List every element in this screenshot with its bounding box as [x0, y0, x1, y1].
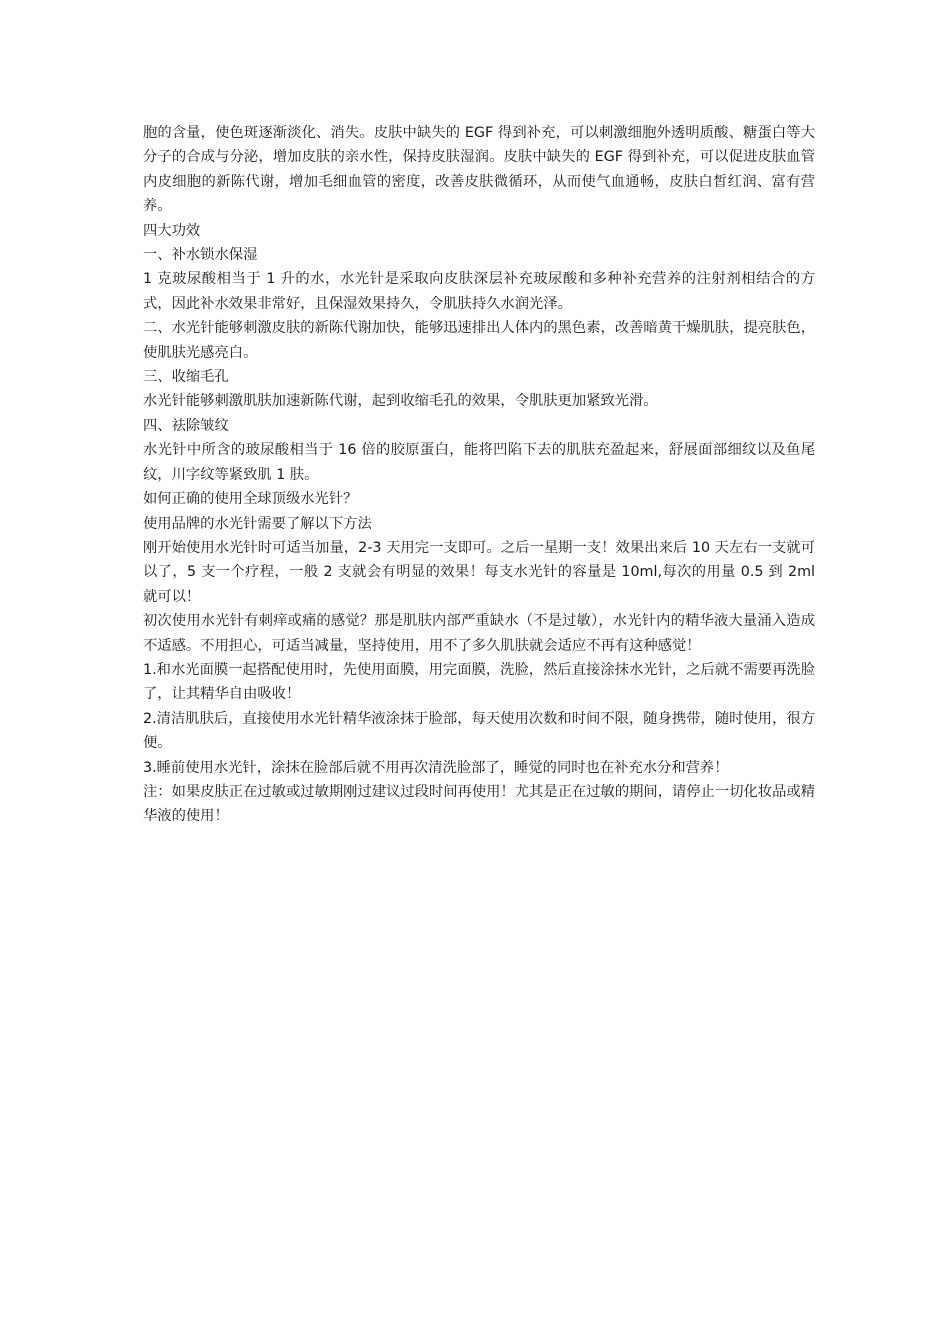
paragraph-first-use: 初次使用水光针有刺痒或痛的感觉？那是肌肤内部严重缺水（不是过敏），水光针内的精华液大量涌入造成不适感。不用担心，可适当减量，坚持使用，用不了多久肌肤就会适应不再有这种感觉！	[143, 613, 815, 654]
document-body	[143, 121, 815, 829]
paragraph-wrinkles: 水光针中所含的玻尿酸相当于 16 倍的胶原蛋白，能将凹陷下去的肌肤充盈起来，舒展面部细纹以及鱼尾纹，川字纹等紧致肌 1 肤。	[143, 442, 815, 483]
paragraph-intro-egf: 胞的含量，使色斑逐渐淡化、消失。皮肤中缺失的 EGF 得到补充，可以刺激细胞外透明质酸、糖蛋白等大分子的合成与分泌，增加皮肤的亲水性，保持皮肤湿润。皮肤中缺失的 EGF 得到补充，可以促进皮肤血管内皮细胞的新陈代谢，增加毛细血管的密度，改善皮肤微循环，从而使气血通畅，皮肤白皙红润、富有营养。	[143, 125, 815, 215]
subheading-pores: 三、收缩毛孔	[143, 369, 229, 386]
paragraph-method-3: 3.睡前使用水光针，涂抹在脸部后就不用再次清洗脸部了，睡觉的同时也在补充水分和营养！	[143, 759, 729, 776]
paragraph-hydration: 1 克玻尿酸相当于 1 升的水，水光针是采取向皮肤深层补充玻尿酸和多种补充营养的注射剂相结合的方式，因此补水效果非常好，且保湿效果持久，令肌肤持久水润光泽。	[143, 271, 815, 312]
paragraph-note: 注：如果皮肤正在过敏或过敏期刚过建议过段时间再使用！尤其是正在过敏的期间，请停止一切化妆品或精华液的使用！	[143, 783, 815, 825]
subheading-hydration: 一、补水锁水保湿	[143, 247, 258, 264]
paragraph-method-2: 2.清洁肌肤后，直接使用水光针精华液涂抹于脸部，每天使用次数和时间不限，随身携带，随时使用，很方便。	[143, 710, 815, 752]
paragraph-whitening: 二、水光针能够刺激皮肤的新陈代谢加快，能够迅速排出人体内的黑色素，改善暗黄干燥肌肤，提亮肤色，使肌肤光感亮白。	[143, 320, 815, 361]
question-how-to-use: 如何正确的使用全球顶级水光针？	[143, 491, 358, 508]
paragraph-dosage: 刚开始使用水光针时可适当加量，2-3 天用完一支即可。之后一星期一支！效果出来后 10 天左右一支就可以了，5 支一个疗程，一般 2 支就会有明显的效果！每支水光针的容量是 10ml,每次的用量 0.5 到 2ml 就可以！	[143, 539, 815, 605]
subheading-methods: 使用品牌的水光针需要了解以下方法	[143, 515, 372, 532]
subheading-wrinkles: 四、祛除皱纹	[143, 417, 229, 434]
paragraph-method-1: 1.和水光面膜一起搭配使用时，先使用面膜，用完面膜，洗脸，然后直接涂抹水光针，之后就不需要再洗脸了，让其精华自由吸收！	[143, 661, 815, 703]
paragraph-pores: 水光针能够刺激肌肤加速新陈代谢，起到收缩毛孔的效果，令肌肤更加紧致光滑。	[143, 393, 658, 410]
heading-four-effects: 四大功效	[143, 222, 201, 239]
